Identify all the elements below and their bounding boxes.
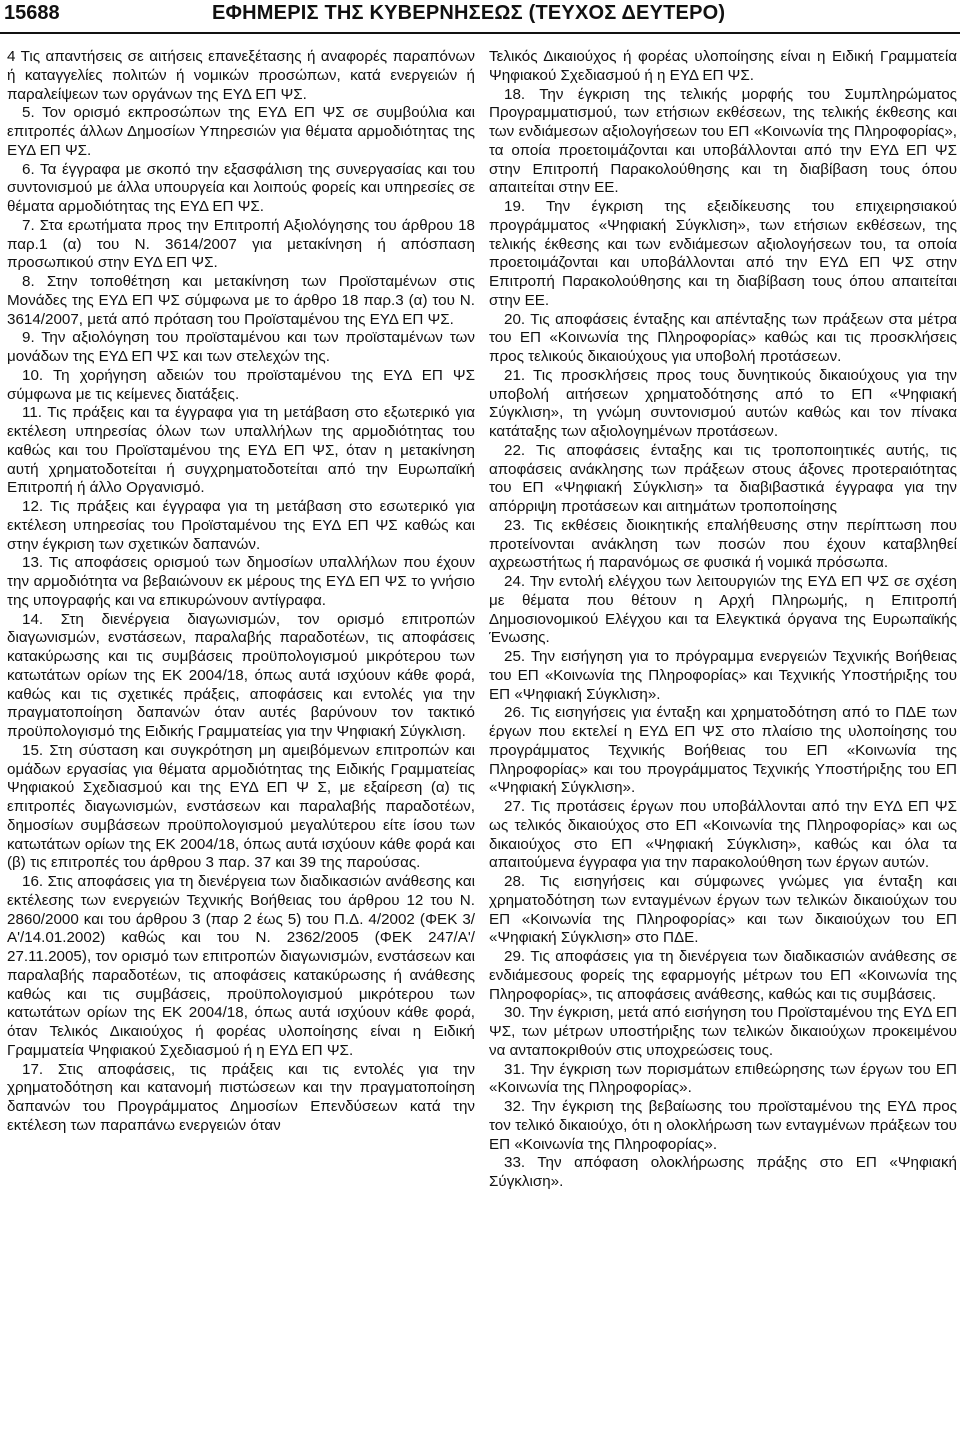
page-number: 15688 bbox=[4, 2, 60, 24]
paragraph: 21. Τις προσκλήσεις προς τους δυνητικούς δικαιούχους για την υποβολή αιτήσεων χρηματοδότησης από το ΕΠ «Ψηφιακή Σύγκλιση», τη γνώμη συντονισμού αυτών καθώς και τον πίνακα κατάταξης των αξιολογημένων προτάσεων. bbox=[489, 366, 957, 440]
paragraph: 13. Τις αποφάσεις ορισμού των δημοσίων υπαλλήλων που έχουν την αρμοδιότητα να βεβαιώνουν εκ μέρους της ΕΥΔ ΕΠ ΨΣ το γνήσιο της υπογραφής και να επικυρώνουν αντίγραφα. bbox=[7, 554, 475, 609]
paragraph: 5. Τον ορισμό εκπροσώπων της ΕΥΔ ΕΠ ΨΣ σε συμβούλια και επιτροπές άλλων Δημοσίων Υπηρεσιών για θέματα αρμοδιότητας της ΕΥΔ ΕΠ ΨΣ. bbox=[7, 104, 475, 159]
paragraph: 28. Τις εισηγήσεις και σύμφωνες γνώμες για ένταξη και χρηματοδότηση των ενταγμένων έργων των τελικών δικαιούχων του ΕΠ «Κοινωνία της Πληροφορίας» και των δικαιούχων του ΕΠ «Ψηφιακή Σύγκλιση» στο ΠΔΕ. bbox=[489, 873, 957, 947]
paragraph: 27. Τις προτάσεις έργων που υποβάλλονται από την ΕΥΔ ΕΠ ΨΣ ως τελικός δικαιούχος στο ΕΠ «Κοινωνία της Πληροφορίας» και ως δικαιούχος στο ΕΠ «Ψηφιακή Σύγκλιση», καθώς και όλα τα απαιτούμενα έγγραφα για την παρακολούθηση των έργων αυτών. bbox=[489, 798, 957, 872]
paragraph: 20. Τις αποφάσεις ένταξης και απένταξης των πράξεων στα μέτρα του ΕΠ «Κοινωνία της Πληροφορίας» καθώς και τις προσκλήσεις προς τελικούς δικαιούχους για υποβολή προτάσεων. bbox=[489, 310, 957, 365]
left-column bbox=[7, 48, 475, 1136]
paragraph: 25. Την εισήγηση για το πρόγραμμα ενεργειών Τεχνικής Βοήθειας του ΕΠ «Κοινωνία της Πληροφορίας» και Τεχνικής Υποστήριξης του ΕΠ «Ψηφιακή Σύγκλιση». bbox=[489, 648, 957, 703]
gazette-title: ΕΦΗΜΕΡΙΣ ΤΗΣ ΚΥΒΕΡΝΗΣΕΩΣ (ΤΕΥΧΟΣ ΔΕΥΤΕΡΟ) bbox=[212, 2, 726, 24]
paragraph: 31. Την έγκριση των πορισμάτων επιθεώρησης των έργων του ΕΠ «Κοινωνία της Πληροφορίας». bbox=[489, 1060, 957, 1097]
paragraph: 12. Τις πράξεις και έγγραφα για τη μετάβαση στο εσωτερικό για εκτέλεση υπηρεσίας του Προϊσταμένου της ΕΥΔ ΕΠ ΨΣ καθώς και στην έγκριση των σχετικών δαπανών. bbox=[7, 498, 475, 553]
paragraph: 18. Την έγκριση της τελικής μορφής του Συμπληρώματος Προγραμματισμού, των ετήσιων εκθέσεων, της τελικής έκθεσης και των ενδιάμεσων αξιολογήσεων του ΕΠ «Κοινωνία της Πληροφορίας», τα οποία προετοιμάζονται και υποβάλλονται από την ΕΥΔ ΕΠ ΨΣ στην Επιτροπή Παρακολούθησης και τη διαβίβαση τους όπου απαιτείται στην ΕΕ. bbox=[489, 85, 957, 197]
paragraph: 26. Τις εισηγήσεις για ένταξη και χρηματοδότηση από το ΠΔΕ των έργων που εκτελεί η ΕΥΔ ΕΠ ΨΣ στο πλαίσιο της υλοποίησης του προγράμματος Τεχνικής Βοήθειας του ΕΠ «Κοινωνία της Πληροφορίας» και του προγράμματος Τεχνικής Υποστήριξης του ΕΠ «Ψηφιακή Σύγκλιση». bbox=[489, 704, 957, 797]
paragraph: 11. Τις πράξεις και τα έγγραφα για τη μετάβαση στο εξωτερικό για εκτέλεση υπηρεσίας όλων των υπαλλήλων της αρμοδιότητας του καθώς και του Προϊσταμένου της ΕΥΔ ΕΠ ΨΣ, όταν η μετακίνηση αυτή χρηματοδοτείται ή συγχρηματοδοτείται από την Ευρωπαϊκή Επιτροπή ή άλλο Οργανισμό. bbox=[7, 404, 475, 497]
paragraph: 17. Στις αποφάσεις, τις πράξεις και τις εντολές για την χρηματοδότηση και κατανομή πιστώσεων και την πραγματοποίηση δαπανών του Προγράμματος Δημοσίων Επενδύσεων κατά την εκτέλεση των παραπάνω ενεργειών όταν bbox=[7, 1060, 475, 1134]
paragraph: 14. Στη διενέργεια διαγωνισμών, τον ορισμό επιτροπών διαγωνισμών, ενστάσεων, παραλαβής παραδοτέων, τις αποφάσεις κατακύρωσης και τις συμβάσεις προϋπολογισμού μικρότερου των κατωτάτων ορίων της ΕΚ 2004/18, όπως αυτά ισχύουν κάθε φορά, καθώς και τις σχετικές πράξεις, αποφάσεις και εντολές για την πραγματοποίηση δαπανών όταν αυτές βαρύνουν τον τακτικό προϋπολογισμό της Ειδικής Γραμματείας για την Ψηφιακή Σύγκλιση. bbox=[7, 610, 475, 740]
header-rule bbox=[0, 32, 960, 34]
paragraph: 7. Στα ερωτήματα προς την Επιτροπή Αξιολόγησης του άρθρου 18 παρ.1 (α) του Ν. 3614/2007 για μετακίνηση ή απόσπαση προσωπικού στην ΕΥΔ ΕΠ ΨΣ. bbox=[7, 216, 475, 272]
paragraph: 33. Την απόφαση ολοκλήρωσης πράξης στο ΕΠ «Ψηφιακή Σύγκλιση». bbox=[489, 1154, 957, 1190]
paragraph: 6. Τα έγγραφα με σκοπό την εξασφάλιση της συνεργασίας και του συντονισμού με άλλα υπουργεία και λοιπούς φορείς και υπηρεσίες σε θέματα αρμοδιότητας της ΕΥΔ ΕΠ ΨΣ. bbox=[7, 160, 475, 215]
paragraph: 19. Την έγκριση της εξειδίκευσης του επιχειρησιακού προγράμματος «Ψηφιακή Σύγκλιση», των ετήσιων εκθέσεων, της τελικής έκθεσης και των ενδιάμεσων αξιολογήσεων του, τα οποία προετοιμάζονται και υποβάλλονται από την ΕΥΔ ΕΠ ΨΣ στην Επιτροπή Παρακολούθησης και τη διαβίβαση τους όπου απαιτείται στην ΕΕ. bbox=[489, 198, 957, 309]
paragraph: 23. Τις εκθέσεις διοικητικής επαλήθευσης στην περίπτωση που προτείνονται ανάκληση των ποσών που έχουν καταβληθεί αχρεωστήτως ή παρανόμως σε φυσικά ή νομικά πρόσωπα. bbox=[489, 516, 957, 572]
right-column bbox=[489, 48, 957, 1192]
paragraph: 9. Την αξιολόγηση του προϊσταμένου και των προϊσταμένων των μονάδων της ΕΥΔ ΕΠ ΨΣ και των στελεχών της. bbox=[7, 329, 475, 365]
paragraph: 30. Την έγκριση, μετά από εισήγηση του Προϊσταμένου της ΕΥΔ ΕΠ ΨΣ, των μέτρων υποστήριξης των τελικών δικαιούχων προκειμένου να ανταποκριθούν στις υποχρεώσεις τους. bbox=[489, 1004, 957, 1059]
paragraph: 15. Στη σύσταση και συγκρότηση μη αμειβόμενων επιτροπών και ομάδων εργασίας για θέματα αρμοδιότητας της Ειδικής Γραμματείας Ψηφιακού Σχεδιασμού και της ΕΥΔ ΕΠ Ψ Σ, με εξαίρεση (α) τις επιτροπές διαγωνισμών, ενστάσεων και παραλαβής παραδοτέων, δημοσίων συμβάσεων προϋπολογισμού μεγαλύτερου είτε ίσου των κατωτάτων ορίων της ΕΚ 2004/18, όπως αυτά ισχύουν κάθε φορά και (β) τις επιτροπές του άρθρου 3 παρ. 37 και 39 της παρούσας. bbox=[7, 741, 475, 872]
paragraph: 24. Την εντολή ελέγχου των λειτουργιών της ΕΥΔ ΕΠ ΨΣ σε σχέση με θέματα που θέτουν η Αρχή Πληρωμής, η Επιτροπή Δημοσιονομικού Ελέγχου και τα Ελεγκτικά όργανα της Ευρωπαϊκής Ένωσης. bbox=[489, 573, 957, 647]
paragraph: 22. Τις αποφάσεις ένταξης και τις τροποποιητικές αυτής, τις αποφάσεις ανάκλησης των πράξεων στους άξονες προτεραιότητας του ΕΠ «Ψηφιακή Σύγκλιση» τα διαβιβαστικά έγγραφα για την απόρριψη προτάσεων και αιτημάτων τροποποίησης bbox=[489, 441, 957, 515]
paragraph: 10. Τη χορήγηση αδειών του προϊσταμένου της ΕΥΔ ΕΠ ΨΣ σύμφωνα με τις κείμενες διατάξεις. bbox=[7, 366, 475, 403]
paragraph: 29. Τις αποφάσεις για τη διενέργεια των διαδικασιών ανάθεσης σε ενδιάμεσους φορείς της εφαρμογής μέτρων του ΕΠ «Κοινωνία της Πληροφορίας», τις αποφάσεις ανάθεσης, καθώς και τις συμβάσεις. bbox=[489, 948, 957, 1003]
paragraph: 4 Τις απαντήσεις σε αιτήσεις επανεξέτασης ή αναφορές παραπόνων ή καταγγελίες πολιτών ή νομικών προσώπων, κατά ενεργειών ή παραλείψεων των οργάνων της ΕΥΔ ΕΠ ΨΣ. bbox=[7, 48, 475, 103]
paragraph: 32. Την έγκριση της βεβαίωσης του προϊσταμένου της ΕΥΔ προς τον τελικό δικαιούχο, ότι η ολοκλήρωση των ενταγμένων πράξεων του ΕΠ «Κοινωνία της Πληροφορίας». bbox=[489, 1098, 957, 1153]
page-header bbox=[0, 0, 960, 38]
paragraph: 8. Στην τοποθέτηση και μετακίνηση των Προϊσταμένων στις Μονάδες της ΕΥΔ ΕΠ ΨΣ σύμφωνα με το άρθρο 18 παρ.3 (α) του Ν. 3614/2007, μετά από πρόταση του Προϊσταμένου της ΕΥΔ ΕΠ ΨΣ. bbox=[7, 273, 475, 328]
paragraph: 16. Στις αποφάσεις για τη διενέργεια των διαδικασιών ανάθεσης και εκτέλεσης των ενεργειών Τεχνικής Βοήθειας του άρθρου 12 του Ν. 2860/2000 και του άρθρου 3 (παρ 2 έως 5) του Π.Δ. 4/2002 (ΦΕΚ 3/Α'/14.01.2002) καθώς και του Ν. 2362/2005 (ΦΕΚ 247/Α'/ 27.11.2005), τον ορισμό των επιτροπών διαγωνισμών, ενστάσεων και παραλαβής παραδοτέων, τις αποφάσεις κατακύρωσης ή ανάθεσης καθώς και τις συμβάσεις, προϋπολογισμού μικρότερου των κατωτάτων ορίων της ΕΚ 2004/18, όπως αυτά ισχύουν κάθε φορά, όταν Τελικός Δικαιούχος ή φορέας υλοποίησης είναι η Ειδική Γραμματεία Ψηφιακού Σχεδιασμού ή η ΕΥΔ ΕΠ ΨΣ. bbox=[7, 873, 475, 1059]
paragraph: Τελικός Δικαιούχος ή φορέας υλοποίησης είναι η Ειδική Γραμματεία Ψηφιακού Σχεδιασμού ή η ΕΥΔ ΕΠ ΨΣ. bbox=[489, 48, 957, 84]
